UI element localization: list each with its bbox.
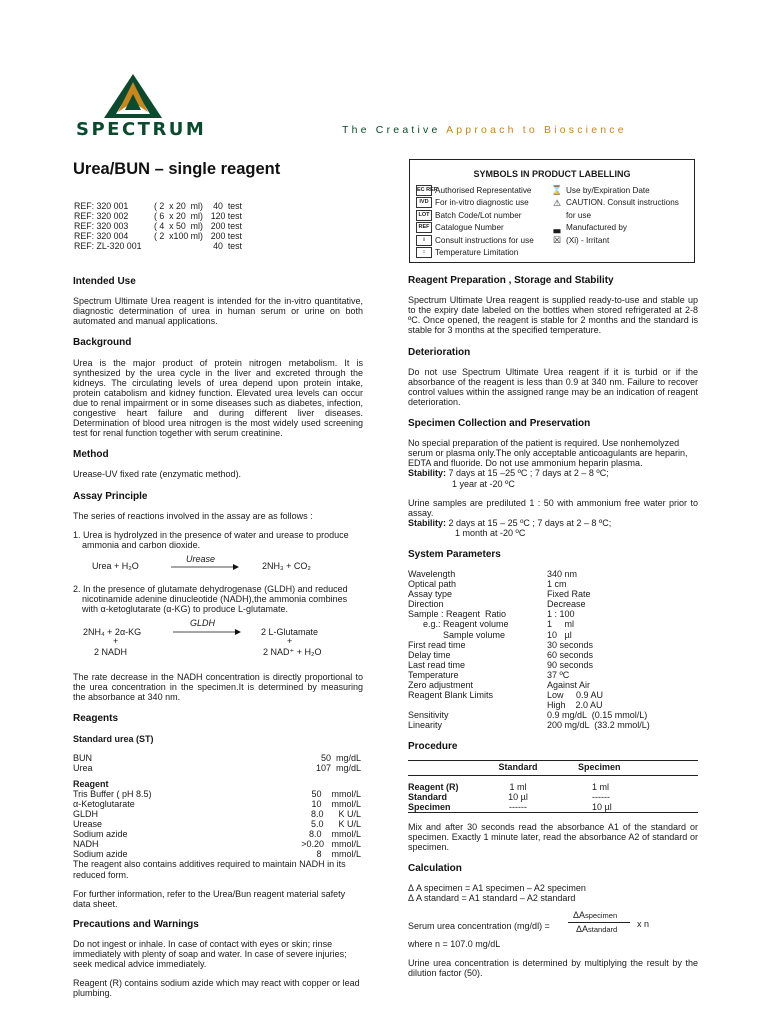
brand-name: SPECTRUM (76, 119, 207, 140)
precautions-text-2: Reagent (R) contains sodium azide which may react with copper or lead plumbing. (73, 978, 360, 999)
reaction-2-right-1: 2 L-Glutamate (261, 627, 319, 638)
calc-where: where n = 107.0 mg/dL (408, 939, 501, 950)
procedure-table (408, 760, 698, 813)
param-row (408, 710, 698, 720)
symbol-item (416, 234, 551, 247)
fraction-bar (568, 922, 630, 923)
procedure-cell-specimen: ------ (592, 791, 610, 802)
reaction-1 (73, 554, 363, 578)
param-value: 340 nm (547, 569, 578, 580)
standard-row (73, 763, 363, 773)
param-key: Last read time (408, 659, 466, 670)
param-row (408, 569, 698, 579)
ref-code: REF: 320 003 (74, 221, 129, 231)
standard-heading: Standard urea (ST) (73, 733, 154, 744)
reagent-value: >0.20 mmol/L (301, 839, 361, 850)
param-key: Sensitivity (408, 710, 449, 721)
specimen-stability-2 (408, 518, 698, 528)
reaction-2-plus-right: + (287, 636, 293, 647)
symbol-item (551, 197, 691, 210)
param-key: Delay time (408, 649, 451, 660)
param-row (408, 579, 698, 589)
reagent-row (73, 799, 363, 809)
procedure-cell-label: Specimen (408, 801, 451, 812)
symbol-label: For in-vitro diagnostic use (435, 198, 529, 208)
intended-use-heading: Intended Use (73, 276, 136, 287)
specimen-stability-1 (408, 468, 698, 478)
param-row (408, 619, 698, 629)
numerator-symbol: ΔA (573, 910, 586, 921)
param-value: 90 seconds (547, 659, 594, 670)
param-value: Decrease (547, 599, 586, 610)
ref-list (74, 201, 242, 251)
symbols-box (409, 159, 695, 263)
ref-icon: REF (416, 222, 432, 233)
prep-heading: Reagent Preparation , Storage and Stability (408, 275, 614, 286)
hourglass-icon: ⌛ (551, 185, 563, 196)
method-text: Urease-UV fixed rate (enzymatic method). (73, 469, 242, 480)
tagline-pre: The Creative (342, 124, 441, 136)
ref-row (74, 231, 242, 241)
reaction-2-plus-left: + (113, 636, 119, 647)
formula-right: x n (637, 919, 650, 930)
system-params (408, 569, 698, 730)
procedure-heading: Procedure (408, 741, 458, 753)
procedure-text: Mix and after 30 seconds read the absorbance A1 of the standard or specimen. Exactly 1 minute later, read the absorbance A2 of standard or specimen. (408, 821, 698, 852)
reagent-row (73, 819, 363, 829)
assay-step-2: 2. In the presence of glutamate dehydrogenase (GLDH) and reduced nicotinamide adenine dinucleotide (NADH),the ammonia combines with α-ketoglutarate (α-KG) to produce L-glutamate. (73, 583, 348, 615)
param-key: e.g.: Reagent volume (408, 619, 509, 630)
denominator-sub: standard (588, 925, 618, 935)
param-row (408, 640, 698, 650)
precautions-heading: Precautions and Warnings (73, 918, 199, 930)
intended-use-text: Spectrum Ultimate Urea reagent is intended for the in-vitro quantitative, diagnostic determination of urea in human serum or urine on both automated and manual applications. (73, 296, 363, 327)
ref-test: 40 test (213, 201, 242, 211)
logo (98, 72, 168, 122)
param-key (408, 700, 547, 710)
standard-row (73, 753, 363, 763)
specimen-text-2: Urine samples are prediluted 1 : 50 with ammonium free water prior to assay. (408, 497, 698, 518)
right-column (408, 275, 698, 979)
standard-name: BUN (73, 752, 93, 763)
reagent-value: 5.0 K U/L (310, 819, 361, 830)
param-row (408, 690, 698, 700)
param-key: Sample : Reagent Ratio (408, 609, 507, 620)
calculation-heading: Calculation (408, 862, 462, 874)
ref-code: REF: ZL-320 001 (74, 241, 142, 251)
param-key: Wavelength (408, 569, 456, 580)
left-column (73, 276, 363, 998)
assay-conclusion: The rate decrease in the NADH concentration is directly proportional to the urea concentration in the specimen.It is determined by measuring the absorbance at 340 nm. (73, 672, 363, 703)
ref-test: 40 test (213, 241, 242, 251)
reagent-name: Urease (73, 819, 103, 830)
symbol-item (551, 222, 691, 235)
lot-icon: LOT (416, 210, 432, 221)
factory-icon: ▃ (553, 222, 561, 233)
param-key: Sample volume (408, 629, 506, 640)
ref-test: 200 test (210, 221, 242, 231)
symbol-item (551, 184, 691, 197)
reagent-heading: Reagent (73, 778, 109, 789)
reagent-row (73, 849, 363, 859)
ref-pack (154, 241, 208, 251)
symbol-label: Batch Code/Lot number (435, 210, 522, 220)
reagents-heading: Reagents (73, 713, 119, 725)
formula-denominator (576, 924, 617, 934)
param-row (408, 700, 698, 710)
param-key: Reagent Blank Limits (408, 690, 494, 701)
param-row (408, 670, 698, 680)
stability-1-b: 1 year at -20 ºC (452, 478, 515, 489)
reagent-value: 8 mmol/L (316, 849, 361, 860)
ref-test: 120 test (210, 211, 242, 221)
procedure-cell-standard: 10 µl (508, 791, 528, 802)
calc-formula (408, 909, 698, 939)
ref-row (74, 241, 242, 251)
procedure-row (408, 802, 698, 813)
symbol-label: (Xi) - Irritant (566, 235, 610, 245)
standard-list (73, 753, 363, 773)
param-value: 0.9 mg/dL (0.15 mmol/L) (547, 710, 648, 721)
procedure-cell-specimen: 1 ml (592, 781, 610, 792)
param-value: 200 mg/dL (33.2 mmol/L) (547, 720, 650, 731)
calc-line-2: Δ A standard = A1 standard – A2 standard (408, 893, 576, 904)
param-key: Optical path (408, 579, 457, 590)
param-value: 37 ºC (547, 669, 570, 680)
formula-numerator (573, 910, 617, 920)
precautions-text-1: Do not ingest or inhale. In case of contact with eyes or skin; rinse immediately with plenty of soap and water. In case of severe injuries; seek medical advice immediately. (73, 938, 347, 970)
ref-test: 200 test (210, 231, 242, 241)
param-key: Direction (408, 599, 444, 610)
symbol-label: Consult instructions for use (435, 235, 534, 245)
tagline-highlight: Approach to Bioscience (446, 124, 627, 136)
stability-1-label: Stability: (408, 468, 447, 479)
procedure-row (408, 792, 698, 802)
param-row (408, 599, 698, 609)
brand-tagline (342, 125, 627, 137)
procedure-header-specimen: Specimen (578, 762, 621, 773)
caution-icon: ⚠ (552, 197, 562, 208)
symbol-label: Manufactured by (566, 223, 627, 233)
reaction-2-arrow-icon (173, 629, 241, 635)
stability-2-a: 2 days at 15 – 25 ºC ; 7 days at 2 – 8 ºC; (448, 517, 612, 528)
reaction-2-left-2: 2 NADH (94, 647, 128, 658)
param-row (408, 589, 698, 599)
param-key: Assay type (408, 589, 453, 600)
procedure-cell-label: Reagent (R) (408, 781, 459, 792)
symbol-item (416, 197, 551, 210)
reaction-1-arrow-icon (171, 564, 239, 570)
param-row (408, 630, 698, 640)
symbol-item (551, 234, 691, 247)
procedure-row (408, 775, 698, 792)
reagent-row (73, 829, 363, 839)
ref-pack: ( 6 x 20 ml) (154, 211, 203, 221)
reaction-2-left-1: 2NH₄ + 2α-KG (83, 627, 142, 638)
stability-2-label: Stability: (408, 517, 447, 528)
standard-name: Urea (73, 762, 93, 773)
param-value: 1 cm (547, 579, 567, 590)
prep-text: Spectrum Ultimate Urea reagent is supplied ready-to-use and stable up to the expiry date labeled on the bottles when stored refrigerated at 2-8 ºC. Once opened, the reagent is stable for 2 months and the standard is stable for 3 months at the specified temperature. (408, 295, 698, 336)
symbol-item (416, 209, 551, 222)
reagent-list (73, 789, 363, 860)
background-text: Urea is the major product of protein nitrogen metabolism. It is synthesized by the urea cycle in the liver and excreted through the kidneys. The circulating levels of urea depend upon protein intake, protein catabolism and kidney function. Elevated urea levels can occur due to renal impairment or in some diseases such as diabetes, infection, congestive heart failure and during different liver diseases. Determination of blood urea nitrogen is the most widely used screening test for renal function together with serum creatinine. (73, 357, 363, 439)
ref-row (74, 201, 242, 211)
reaction-2-enzyme: GLDH (190, 618, 216, 629)
reagent-name: Sodium azide (73, 829, 128, 840)
param-value: 10 µl (547, 629, 572, 640)
reagent-value: 50 mmol/L (311, 788, 361, 799)
ec-rep-icon: EC REP (416, 185, 432, 196)
param-key: Temperature (408, 669, 459, 680)
reagent-further: For further information, refer to the Urea/Bun reagent material safety data sheet. (73, 888, 346, 909)
logo-mark-icon (98, 72, 168, 122)
ref-row (74, 211, 242, 221)
param-value: Low 0.9 AU (547, 690, 604, 701)
ref-code: REF: 320 001 (74, 201, 129, 211)
param-value: 60 seconds (547, 649, 594, 660)
reagent-name: NADH (73, 839, 99, 850)
reagent-row (73, 789, 363, 799)
param-key: Linearity (408, 720, 443, 731)
calc-urine: Urine urea concentration is determined by multiplying the result by the dilution factor (50). (408, 958, 698, 979)
reagent-name: GLDH (73, 809, 99, 820)
procedure-cell-label: Standard (408, 791, 448, 802)
ref-pack: ( 4 x 50 ml) (154, 221, 203, 231)
param-key: First read time (408, 639, 466, 650)
calc-line-1: Δ A specimen = A1 specimen – A2 specimen (408, 883, 586, 894)
reagent-name: α-Ketoglutarate (73, 798, 135, 809)
symbol-label: Use by/Expiration Date (566, 185, 650, 195)
reagent-name: Sodium azide (73, 849, 128, 860)
reaction-2-right-2: 2 NAD⁺ + H₂O (263, 647, 322, 658)
irritant-icon: ☒ (552, 235, 562, 246)
denominator-symbol: ΔA (576, 924, 589, 935)
symbol-label: Authorised Representative (435, 185, 532, 195)
param-value: 1 : 100 (547, 609, 575, 620)
procedure-cell-specimen: 10 µl (592, 801, 612, 812)
stability-2-b: 1 month at -20 ºC (455, 527, 526, 538)
ref-pack: ( 2 x 20 ml) (154, 201, 203, 211)
system-heading: System Parameters (408, 548, 501, 560)
param-value: Fixed Rate (547, 589, 591, 600)
symbol-label: for use (566, 210, 592, 220)
param-key: Zero adjustment (408, 679, 474, 690)
deterioration-heading: Deterioration (408, 346, 471, 358)
param-row (408, 720, 698, 730)
param-row (408, 680, 698, 690)
param-value: Against Air (547, 679, 591, 690)
symbol-label: Catalogue Number (435, 223, 504, 233)
symbol-item (416, 247, 551, 260)
formula-left: Serum urea concentration (mg/dl) = (408, 921, 550, 932)
symbols-left-column (416, 184, 551, 259)
procedure-cell-standard: ------ (509, 801, 527, 812)
procedure-cell-standard: 1 ml (509, 781, 527, 792)
param-row (408, 609, 698, 619)
ref-row (74, 221, 242, 231)
ref-pack: ( 2 x100 ml) (154, 231, 203, 241)
symbol-label: CAUTION. Consult instructions (566, 198, 679, 208)
reagent-name: Tris Buffer ( pH 8.5) (73, 788, 152, 799)
param-row (408, 660, 698, 670)
page-title: Urea/BUN – single reagent (73, 160, 281, 178)
symbols-right-column (551, 184, 691, 259)
info-icon: i (416, 235, 432, 246)
reaction-1-left: Urea + H₂O (92, 560, 139, 571)
param-value: 1 ml (547, 619, 575, 630)
reaction-2 (73, 618, 363, 664)
specimen-heading: Specimen Collection and Preservation (408, 418, 591, 429)
reagent-row (73, 839, 363, 849)
symbol-item (416, 184, 551, 197)
procedure-header-standard: Standard (498, 762, 538, 773)
assay-intro: The series of reactions involved in the assay are as follows : (73, 510, 313, 521)
reagent-value: 8.0 mmol/L (308, 829, 361, 840)
symbols-title: SYMBOLS IN PRODUCT LABELLING (473, 169, 631, 179)
ref-code: REF: 320 004 (74, 231, 129, 241)
reagent-value: 10 mmol/L (311, 798, 361, 809)
reaction-1-enzyme: Urease (186, 553, 216, 564)
numerator-sub: specimen (585, 911, 618, 921)
ivd-icon: IVD (416, 197, 432, 208)
param-value: High 2.0 AU (547, 700, 603, 711)
standard-value: 107 mg/dL (315, 762, 361, 773)
temperature-icon: ↕ (416, 247, 432, 258)
assay-step-1: 1. Urea is hydrolyzed in the presence of water and urease to produce ammonia and carbon dioxide. (73, 529, 349, 550)
symbol-label: Temperature Limitation (435, 248, 519, 258)
reagent-note: The reagent also contains additives required to maintain NADH in its reduced form. (73, 859, 346, 880)
standard-value: 50 mg/dL (320, 752, 361, 763)
reagent-value: 8.0 K U/L (310, 809, 361, 820)
deterioration-text: Do not use Spectrum Ultimate Urea reagent if it is turbid or if the absorbance of the reagent is less than 0.9 at 340 nm. Failure to recover control values within the assigned range may be an indication of reagent deterioration. (408, 366, 698, 407)
param-row (408, 650, 698, 660)
param-value: 30 seconds (547, 639, 594, 650)
assay-heading: Assay Principle (73, 490, 148, 502)
reagent-row (73, 809, 363, 819)
symbol-item (416, 222, 551, 235)
specimen-text-1: No special preparation of the patient is required. Use nonhemolyzed serum or plasma only.The only acceptable anticoagulants are heparin, EDTA and fluoride. Do not use ammonium heparin plasma. (408, 438, 688, 469)
ref-code: REF: 320 002 (74, 211, 129, 221)
stability-1-a: 7 days at 15 –25 ºC ; 7 days at 2 – 8 ºC; (448, 468, 609, 479)
symbol-item (551, 209, 691, 222)
method-heading: Method (73, 449, 109, 461)
reaction-1-right: 2NH₃ + CO₂ (262, 560, 311, 571)
background-heading: Background (73, 337, 132, 349)
